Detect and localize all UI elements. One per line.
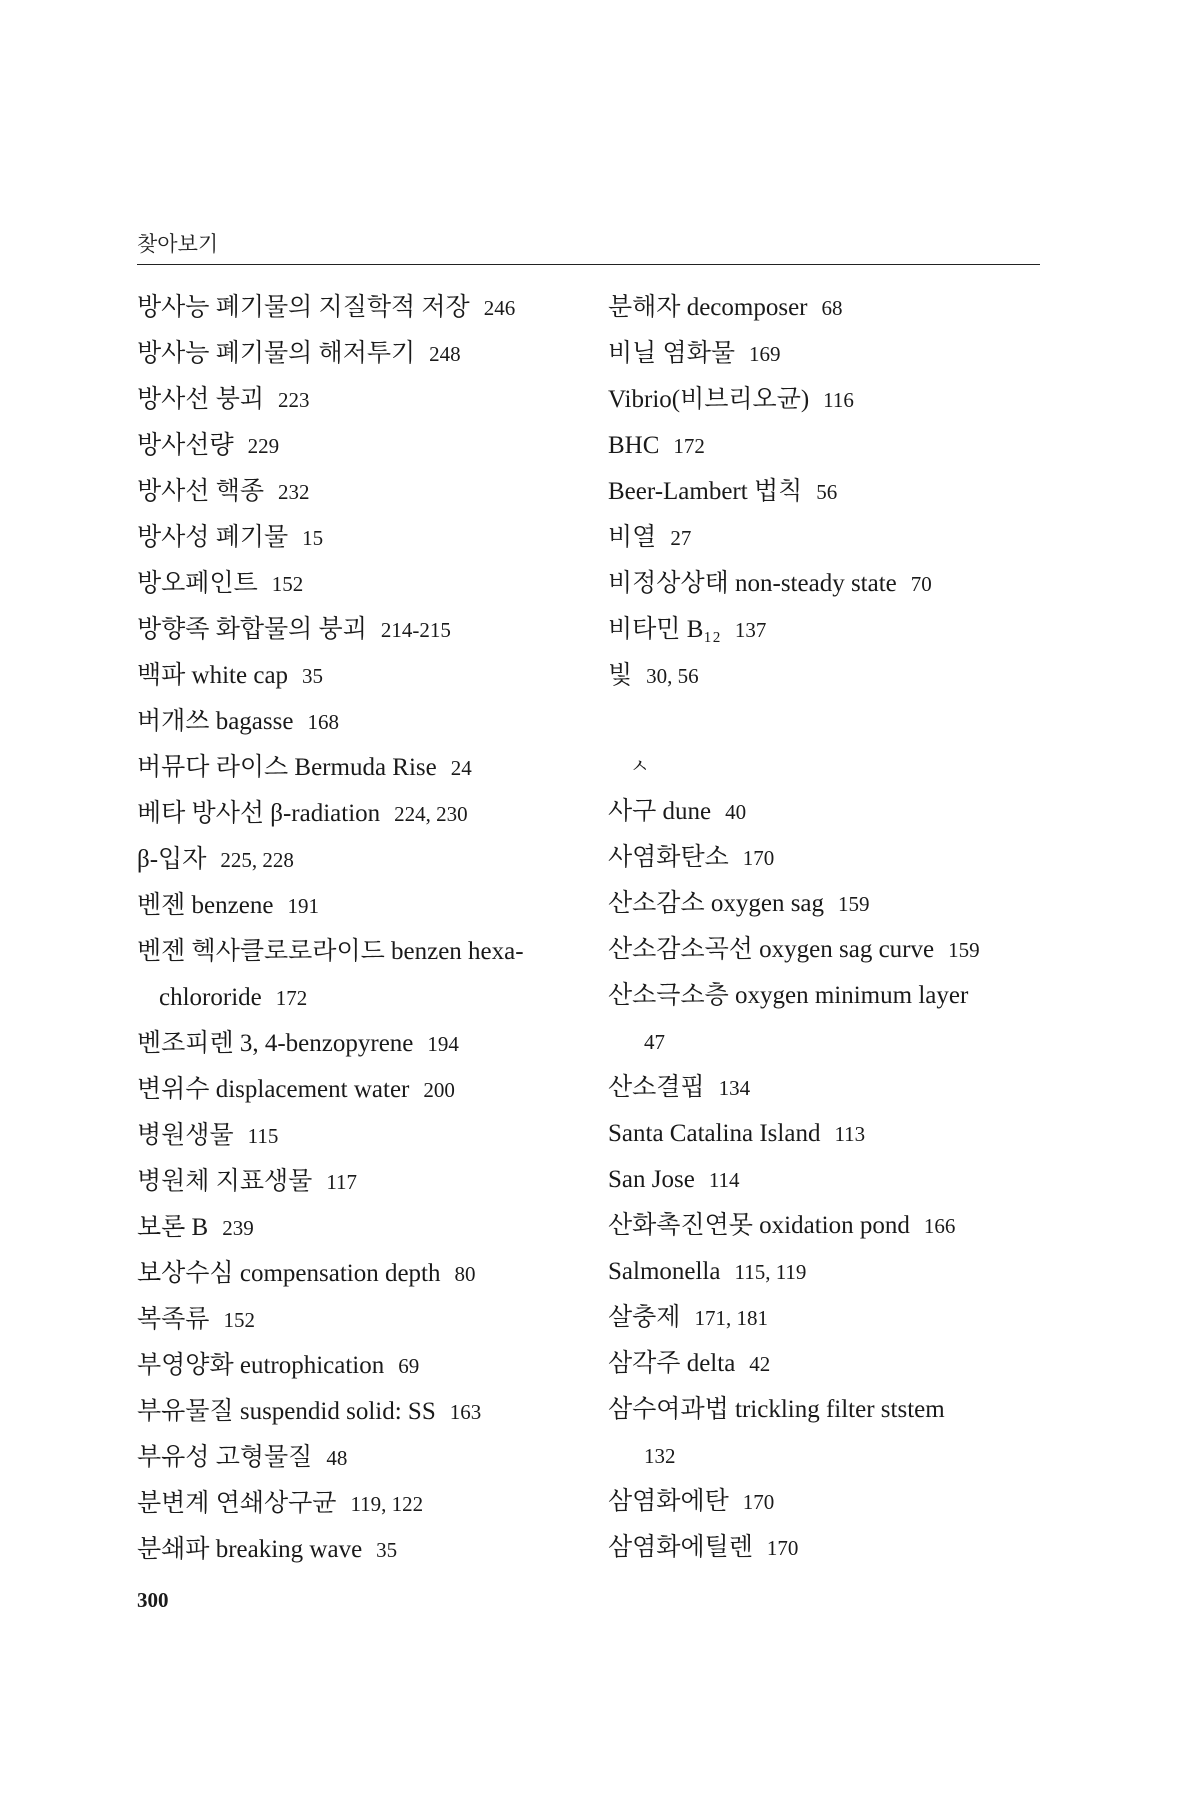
index-page-ref: 70 — [910, 572, 932, 596]
index-term: 방사선 붕괴 — [137, 386, 265, 413]
index-term: 부영양화 eutrophication — [137, 1352, 385, 1379]
index-term: 삼각주 delta — [608, 1350, 736, 1377]
index-entry — [608, 881, 1048, 927]
index-entry — [608, 607, 1048, 653]
index-term: 산화촉진연못 oxidation pond — [608, 1212, 910, 1239]
page-header — [137, 228, 1040, 265]
index-term: 방사선량 — [137, 432, 234, 459]
index-entry — [137, 1481, 577, 1527]
index-term: 백파 white cap — [137, 662, 289, 689]
index-entry — [608, 789, 1048, 835]
index-entry — [137, 1205, 577, 1251]
index-entry — [137, 1113, 577, 1159]
index-page-ref: 159 — [838, 892, 870, 916]
index-entry — [137, 561, 577, 607]
index-term: 산소감소 oxygen sag — [608, 890, 825, 917]
index-term: 베타 방사선 β-radiation — [137, 800, 381, 827]
index-entry-continuation — [608, 1433, 1048, 1479]
index-term: 비열 — [608, 524, 657, 551]
index-entry — [608, 377, 1048, 423]
index-term: 삼수여과법 trickling filter ststem — [608, 1396, 945, 1423]
index-page-ref: 30, 56 — [646, 664, 699, 688]
index-term: 보상수심 compensation depth — [137, 1260, 441, 1287]
index-page-ref: 170 — [742, 1490, 775, 1514]
index-page-ref: 171, 181 — [694, 1306, 768, 1330]
index-entry — [608, 423, 1048, 469]
index-term: San Jose — [608, 1166, 695, 1193]
index-entry — [608, 285, 1048, 331]
index-entry — [608, 561, 1048, 607]
index-term: 산소감소곡선 oxygen sag curve — [608, 936, 935, 963]
index-page-ref: 47 — [644, 1030, 665, 1054]
index-term: 부유물질 suspendid solid: SS — [137, 1398, 436, 1425]
index-page-ref: 80 — [454, 1262, 476, 1286]
index-term: 비정상상태 non-steady state — [608, 570, 897, 597]
index-entry — [137, 607, 577, 653]
index-page-ref: 132 — [644, 1444, 676, 1468]
index-page-ref: 224, 230 — [394, 802, 468, 826]
index-entry — [608, 835, 1048, 881]
index-entry — [608, 1525, 1048, 1571]
index-page-ref: 172 — [673, 434, 705, 458]
index-page-ref: 68 — [821, 296, 843, 320]
index-entry — [137, 469, 577, 515]
index-page-ref: 115 — [247, 1124, 279, 1148]
index-entry — [137, 1435, 577, 1481]
index-term: β-입자 — [137, 846, 207, 873]
index-entry — [608, 1203, 1048, 1249]
index-entry — [608, 1065, 1048, 1111]
index-term: 방향족 화합물의 붕괴 — [137, 616, 367, 643]
index-page-ref: 159 — [948, 938, 980, 962]
index-page-ref: 115, 119 — [734, 1260, 807, 1284]
index-page-ref: 114 — [708, 1168, 740, 1192]
index-entry — [608, 1249, 1048, 1295]
index-page-ref: 166 — [923, 1214, 956, 1238]
index-page-ref: 42 — [749, 1352, 771, 1376]
index-page-ref: 229 — [247, 434, 280, 458]
index-page-ref: 119, 122 — [350, 1492, 424, 1516]
index-page-ref: 170 — [742, 846, 775, 870]
index-page-ref: 48 — [326, 1446, 348, 1470]
index-entry — [137, 1021, 577, 1067]
index-page-ref: 214-215 — [380, 618, 451, 642]
index-term: 비닐 염화물 — [608, 340, 736, 367]
index-column-left — [137, 285, 577, 1573]
header-title: 찾아보기 — [137, 232, 219, 256]
index-page-ref: 194 — [427, 1032, 459, 1056]
index-term: 빛 — [608, 662, 633, 689]
index-entry — [137, 791, 577, 837]
index-entry — [608, 1341, 1048, 1387]
index-term: 병원생물 — [137, 1122, 234, 1149]
index-page-ref: 172 — [275, 986, 308, 1010]
index-entry — [137, 423, 577, 469]
index-entry — [608, 973, 1048, 1019]
index-entry — [608, 469, 1048, 515]
index-page-ref: 246 — [483, 296, 516, 320]
index-term: 변위수 displacement water — [137, 1076, 410, 1103]
index-entry — [608, 927, 1048, 973]
index-term: 벤조피렌 3, 4-benzopyrene — [137, 1030, 414, 1057]
index-entry — [137, 1067, 577, 1113]
index-entry — [608, 653, 1048, 699]
index-term: 삼염화에탄 — [608, 1488, 729, 1515]
index-page-ref: 191 — [287, 894, 319, 918]
index-term: 분쇄파 breaking wave — [137, 1536, 363, 1563]
index-term: 사구 dune — [608, 798, 712, 825]
index-term: 산소결핍 — [608, 1074, 705, 1101]
index-page-ref: 152 — [223, 1308, 255, 1332]
index-page-ref: 69 — [398, 1354, 420, 1378]
index-entry — [137, 1343, 577, 1389]
index-page-ref: 113 — [834, 1122, 866, 1146]
index-entry — [137, 1159, 577, 1205]
index-page-ref: 152 — [271, 572, 304, 596]
index-page-ref: 24 — [450, 756, 472, 780]
index-term: 방오페인트 — [137, 570, 258, 597]
index-entry — [137, 1297, 577, 1343]
index-page-ref: 27 — [670, 526, 692, 550]
index-page-ref: 163 — [449, 1400, 482, 1424]
index-term: 삼염화에틸렌 — [608, 1534, 753, 1561]
index-term: 사염화탄소 — [608, 844, 729, 871]
index-entry — [137, 1251, 577, 1297]
index-entry — [137, 929, 577, 975]
index-entry-continuation — [608, 1019, 1048, 1065]
index-entry — [608, 331, 1048, 377]
index-term: 살충제 — [608, 1304, 681, 1331]
page-number: 300 — [137, 1588, 169, 1612]
index-term: 방사능 폐기물의 지질학적 저장 — [137, 294, 470, 321]
index-entry — [608, 515, 1048, 561]
index-page-ref: 248 — [429, 342, 461, 366]
index-entry — [137, 699, 577, 745]
index-term: 벤젠 benzene — [137, 892, 274, 919]
index-entry — [137, 377, 577, 423]
index-term: 벤젠 헥사클로로라이드 benzen hexa- — [137, 938, 524, 965]
index-term: Beer-Lambert 법칙 — [608, 478, 803, 505]
index-page-ref: 169 — [749, 342, 781, 366]
index-page-ref: 239 — [222, 1216, 254, 1240]
index-term: Santa Catalina Island — [608, 1120, 821, 1147]
index-page-ref: 116 — [823, 388, 854, 412]
index-page-ref: 137 — [734, 618, 767, 642]
index-entry — [137, 653, 577, 699]
index-term: 병원체 지표생물 — [137, 1168, 313, 1195]
index-page-ref: 225, 228 — [220, 848, 294, 872]
index-term: 버개쓰 bagasse — [137, 708, 294, 735]
index-entry-continuation — [137, 975, 577, 1021]
index-column-right — [608, 285, 1048, 1571]
index-term: BHC — [608, 432, 660, 459]
index-entry — [608, 1157, 1048, 1203]
index-page-ref: 200 — [423, 1078, 455, 1102]
index-page-ref: 15 — [302, 526, 324, 550]
index-entry — [608, 1387, 1048, 1433]
index-term: chlororide — [159, 984, 262, 1011]
index-term: 방사성 폐기물 — [137, 524, 289, 551]
index-term: 부유성 고형물질 — [137, 1444, 313, 1471]
index-page-ref: 170 — [766, 1536, 799, 1560]
index-entry — [137, 837, 577, 883]
index-term: 보론 B — [137, 1214, 209, 1241]
index-page-ref: 56 — [816, 480, 838, 504]
index-entry — [608, 1295, 1048, 1341]
index-term: 분변계 연쇄상구균 — [137, 1490, 337, 1517]
index-term: 산소극소층 oxygen minimum layer — [608, 982, 969, 1009]
index-page-ref: 35 — [302, 664, 324, 688]
index-term: Vibrio(비브리오균) — [608, 386, 810, 413]
index-page-ref: 168 — [307, 710, 339, 734]
index-term: 방사능 폐기물의 해저투기 — [137, 340, 416, 367]
index-entry — [608, 1111, 1048, 1157]
index-page-ref: 40 — [725, 800, 747, 824]
index-page-ref: 232 — [278, 480, 310, 504]
index-page-ref: 117 — [326, 1170, 358, 1194]
index-term: 버뮤다 라이스 Bermuda Rise — [137, 754, 437, 781]
index-entry — [137, 331, 577, 377]
index-spacer — [608, 699, 1048, 744]
index-entry — [137, 1389, 577, 1435]
index-term: 방사선 핵종 — [137, 478, 265, 505]
index-page-ref: 35 — [376, 1538, 398, 1562]
index-entry — [137, 883, 577, 929]
index-page-ref: 134 — [718, 1076, 751, 1100]
index-entry — [137, 745, 577, 791]
index-section-heading: ㅅ — [630, 754, 650, 778]
index-term: 복족류 — [137, 1306, 210, 1333]
index-term: 비타민 B₁₂ — [608, 616, 721, 643]
index-term: Salmonella — [608, 1258, 721, 1285]
index-entry — [137, 515, 577, 561]
index-page-ref: 223 — [278, 388, 310, 412]
index-entry — [137, 1527, 577, 1573]
index-entry — [137, 285, 577, 331]
index-entry — [608, 1479, 1048, 1525]
index-term: 분해자 decomposer — [608, 294, 808, 321]
